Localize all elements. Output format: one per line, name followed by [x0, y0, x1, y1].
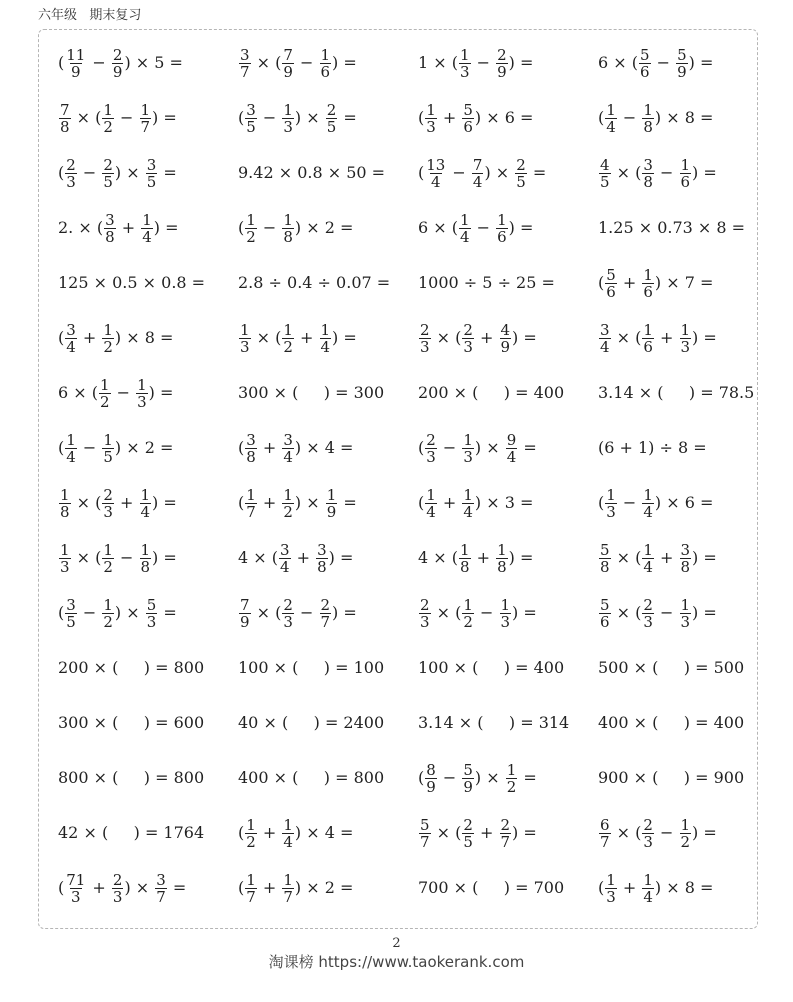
fraction: $\frac{2}{5}$	[463, 815, 473, 851]
fraction: $\frac{5}{7}$	[420, 815, 430, 851]
fraction: $\frac{3}{4}$	[66, 320, 76, 356]
exercise-item: ( $\frac{3}{4}$ + $\frac{1}{2}$ ) × 8 =	[58, 320, 174, 356]
fraction: $\frac{1}{2}$	[283, 320, 293, 356]
fraction: $\frac{1}{7}$	[283, 870, 293, 906]
fraction: $\frac{4}{5}$	[600, 155, 610, 191]
exercise-item: ( $\frac{13}{4}$ − $\frac{7}{4}$ ) × $\frac{2}{5}$ =	[418, 155, 547, 191]
fraction: $\frac{6}{7}$	[600, 815, 610, 851]
fraction: $\frac{1}{4}$	[643, 540, 653, 576]
fraction: $\frac{2}{3}$	[112, 870, 123, 906]
exercise-item: $\frac{5}{6}$ × ( $\frac{2}{3}$ − $\frac{1}{3}$ ) =	[600, 595, 717, 631]
exercise-item: $\frac{6}{7}$ × ( $\frac{2}{3}$ − $\frac{1}{2}$ ) =	[600, 815, 717, 851]
fraction: $\frac{1}{5}$	[103, 430, 113, 466]
exercise-item: ( $\frac{8}{9}$ − $\frac{5}{9}$ ) × $\frac{1}{2}$ =	[418, 760, 537, 796]
fraction: $\frac{1}{3}$	[460, 45, 470, 81]
fraction: $\frac{2}{3}$	[103, 485, 113, 521]
fraction: $\frac{5}{3}$	[146, 595, 157, 631]
fraction: $\frac{2}{5}$	[516, 155, 526, 191]
fraction: $\frac{3}{5}$	[146, 155, 157, 191]
fraction: $\frac{2}{3}$	[643, 595, 653, 631]
fraction: $\frac{1}{8}$	[283, 210, 293, 246]
fraction: $\frac{4}{9}$	[500, 320, 511, 356]
exercise-item: ( $\frac{1}{3}$ + $\frac{5}{6}$ ) × 6 =	[418, 100, 534, 136]
exercise-item: 42 × ( ) = 1764	[58, 823, 205, 842]
exercise-item: 1.25 × 0.73 × 8 =	[598, 218, 746, 237]
exercise-item: 2. × ( $\frac{3}{8}$ + $\frac{1}{4}$ ) =	[58, 210, 179, 246]
exercise-item: ( $\frac{71}{3}$ + $\frac{2}{3}$ ) × $\frac{3}{7}$ =	[58, 870, 187, 906]
exercise-item: 300 × ( ) = 300	[238, 383, 385, 402]
exercise-item: $\frac{7}{8}$ × ( $\frac{1}{2}$ − $\frac{1}{7}$ ) =	[60, 100, 177, 136]
exercise-item: $\frac{2}{3}$ × ( $\frac{2}{3}$ + $\frac{4}{9}$ ) =	[420, 320, 537, 356]
fraction: $\frac{5}{8}$	[600, 540, 610, 576]
fraction: $\frac{2}{7}$	[500, 815, 511, 851]
fraction: $\frac{1}{2}$	[246, 210, 256, 246]
fraction: $\frac{3}{8}$	[643, 155, 653, 191]
fraction: $\frac{2}{9}$	[112, 45, 123, 81]
exercise-item: $\frac{2}{3}$ × ( $\frac{1}{2}$ − $\frac{1}{3}$ ) =	[420, 595, 537, 631]
exercise-item: $\frac{7}{9}$ × ( $\frac{2}{3}$ − $\frac{2}{7}$ ) =	[240, 595, 357, 631]
fraction: $\frac{3}{8}$	[246, 430, 256, 466]
fraction: $\frac{1}{3}$	[500, 595, 511, 631]
fraction: $\frac{5}{6}$	[606, 265, 616, 301]
fraction: $\frac{2}{3}$	[283, 595, 293, 631]
exercise-item: ( $\frac{1}{4}$ − $\frac{1}{5}$ ) × 2 =	[58, 430, 174, 466]
fraction: $\frac{1}{2}$	[680, 815, 691, 851]
exercise-item: $\frac{3}{4}$ × ( $\frac{1}{6}$ + $\frac{1}{3}$ ) =	[600, 320, 717, 356]
exercise-item: 1000 ÷ 5 ÷ 25 =	[418, 273, 555, 292]
fraction: $\frac{1}{6}$	[643, 320, 653, 356]
exercise-item: 100 × ( ) = 100	[238, 658, 385, 677]
exercise-item: ( $\frac{1}{7}$ + $\frac{1}{7}$ ) × 2 =	[238, 870, 354, 906]
fraction: $\frac{1}{3}$	[606, 485, 616, 521]
exercise-item: ( $\frac{1}{3}$ − $\frac{1}{4}$ ) × 6 =	[598, 485, 714, 521]
fraction: $\frac{7}{9}$	[283, 45, 293, 81]
fraction: $\frac{1}{6}$	[320, 45, 331, 81]
exercise-item: ( $\frac{1}{2}$ + $\frac{1}{4}$ ) × 4 =	[238, 815, 354, 851]
fraction: $\frac{2}{3}$	[420, 320, 430, 356]
exercise-item: ( $\frac{3}{8}$ + $\frac{3}{4}$ ) × 4 =	[238, 430, 354, 466]
exercise-item: (6 + 1) ÷ 8 =	[598, 438, 707, 457]
fraction: $\frac{3}{4}$	[283, 430, 293, 466]
exercise-item: $\frac{5}{8}$ × ( $\frac{1}{4}$ + $\frac{3}{8}$ ) =	[600, 540, 717, 576]
fraction: $\frac{1}{3}$	[137, 375, 147, 411]
fraction: $\frac{1}{3}$	[680, 595, 691, 631]
fraction: $\frac{1}{6}$	[497, 210, 507, 246]
fraction: $\frac{1}{9}$	[326, 485, 337, 521]
grade-label: 六年级	[38, 8, 78, 23]
fraction: $\frac{1}{4}$	[643, 485, 653, 521]
exercise-item: 300 × ( ) = 600	[58, 713, 205, 732]
fraction: $\frac{9}{4}$	[506, 430, 517, 466]
fraction: $\frac{1}{4}$	[426, 485, 436, 521]
fraction: $\frac{1}{2}$	[506, 760, 517, 796]
fraction: $\frac{2}{3}$	[643, 815, 653, 851]
fraction: $\frac{7}{4}$	[472, 155, 483, 191]
fraction: $\frac{3}{7}$	[156, 870, 166, 906]
fraction: $\frac{2}{3}$	[420, 595, 430, 631]
exercise-item: 400 × ( ) = 400	[598, 713, 745, 732]
exercise-item: ( $\frac{1}{4}$ + $\frac{1}{4}$ ) × 3 =	[418, 485, 534, 521]
exercise-item: 500 × ( ) = 500	[598, 658, 745, 677]
fraction: $\frac{3}{5}$	[246, 100, 256, 136]
fraction: $\frac{2}{5}$	[326, 100, 337, 136]
exercise-item: 700 × ( ) = 700	[418, 878, 565, 897]
exercise-item: 3.14 × ( ) = 78.5	[598, 383, 755, 402]
fraction: $\frac{13}{4}$	[426, 155, 446, 191]
exercise-item: 40 × ( ) = 2400	[238, 713, 385, 732]
fraction: $\frac{1}{3}$	[240, 320, 250, 356]
fraction: $\frac{1}{2}$	[103, 540, 113, 576]
fraction: $\frac{1}{6}$	[680, 155, 691, 191]
fraction: $\frac{1}{4}$	[643, 870, 653, 906]
fraction: $\frac{5}{9}$	[677, 45, 687, 81]
fraction: $\frac{7}{9}$	[240, 595, 250, 631]
fraction: $\frac{3}{4}$	[600, 320, 610, 356]
fraction: $\frac{1}{2}$	[246, 815, 256, 851]
fraction: $\frac{1}{4}$	[66, 430, 76, 466]
exercise-item: $\frac{5}{7}$ × ( $\frac{2}{5}$ + $\frac{2}{7}$ ) =	[420, 815, 537, 851]
fraction: $\frac{1}{4}$	[142, 210, 152, 246]
fraction: $\frac{8}{9}$	[426, 760, 436, 796]
fraction: $\frac{1}{8}$	[643, 100, 653, 136]
fraction: $\frac{1}{7}$	[246, 870, 256, 906]
fraction: $\frac{1}{4}$	[283, 815, 293, 851]
exercise-item: ( $\frac{1}{3}$ + $\frac{1}{4}$ ) × 8 =	[598, 870, 714, 906]
fraction: $\frac{71}{3}$	[66, 870, 86, 906]
exercise-item: 6 × ( $\frac{1}{2}$ − $\frac{1}{3}$ ) =	[58, 375, 174, 411]
fraction: $\frac{1}{3}$	[426, 100, 436, 136]
exercise-item: 125 × 0.5 × 0.8 =	[58, 273, 206, 292]
fraction: $\frac{2}{3}$	[426, 430, 436, 466]
exercise-item: ( $\frac{1}{4}$ − $\frac{1}{8}$ ) × 8 =	[598, 100, 714, 136]
exercise-item: ( $\frac{1}{7}$ + $\frac{1}{2}$ ) × $\frac{1}{9}$ =	[238, 485, 357, 521]
exercise-item: 1 × ( $\frac{1}{3}$ − $\frac{2}{9}$ ) =	[418, 45, 534, 81]
exercise-item: $\frac{3}{7}$ × ( $\frac{7}{9}$ − $\frac{1}{6}$ ) =	[240, 45, 357, 81]
exercise-item: ( $\frac{3}{5}$ − $\frac{1}{3}$ ) × $\frac{2}{5}$ =	[238, 100, 357, 136]
fraction: $\frac{1}{3}$	[283, 100, 293, 136]
exercise-item: ( $\frac{5}{6}$ + $\frac{1}{6}$ ) × 7 =	[598, 265, 714, 301]
fraction: $\frac{1}{2}$	[103, 320, 113, 356]
fraction: $\frac{1}{8}$	[497, 540, 507, 576]
exercise-item: $\frac{1}{8}$ × ( $\frac{2}{3}$ + $\frac{1}{4}$ ) =	[60, 485, 177, 521]
fraction: $\frac{2}{5}$	[103, 155, 113, 191]
exercise-item: $\frac{1}{3}$ × ( $\frac{1}{2}$ − $\frac{1}{8}$ ) =	[60, 540, 177, 576]
fraction: $\frac{2}{3}$	[463, 320, 473, 356]
exercise-item: 800 × ( ) = 800	[58, 768, 205, 787]
exercise-item: 6 × ( $\frac{5}{6}$ − $\frac{5}{9}$ ) =	[598, 45, 714, 81]
fraction: $\frac{1}{2}$	[103, 100, 113, 136]
fraction: $\frac{1}{2}$	[103, 595, 113, 631]
fraction: $\frac{3}{4}$	[280, 540, 290, 576]
fraction: $\frac{1}{4}$	[140, 485, 151, 521]
fraction: $\frac{1}{4}$	[463, 485, 473, 521]
fraction: $\frac{3}{8}$	[317, 540, 327, 576]
fraction: $\frac{7}{8}$	[60, 100, 70, 136]
exercise-item: 9.42 × 0.8 × 50 =	[238, 163, 386, 182]
fraction: $\frac{2}{9}$	[497, 45, 507, 81]
fraction: $\frac{1}{3}$	[606, 870, 616, 906]
exercise-item: 200 × ( ) = 800	[58, 658, 205, 677]
page-number: 2	[392, 936, 401, 951]
fraction: $\frac{3}{8}$	[105, 210, 115, 246]
fraction: $\frac{1}{7}$	[140, 100, 151, 136]
fraction: $\frac{1}{2}$	[100, 375, 110, 411]
fraction: $\frac{1}{8}$	[60, 485, 70, 521]
exercise-item: 4 × ( $\frac{1}{8}$ + $\frac{1}{8}$ ) =	[418, 540, 534, 576]
fraction: $\frac{1}{6}$	[643, 265, 653, 301]
fraction: $\frac{5}{9}$	[463, 760, 473, 796]
exercise-item: $\frac{1}{3}$ × ( $\frac{1}{2}$ + $\frac{1}{4}$ ) =	[240, 320, 357, 356]
fraction: $\frac{11}{9}$	[66, 45, 86, 81]
fraction: $\frac{5}{6}$	[640, 45, 650, 81]
fraction: $\frac{1}{2}$	[463, 595, 473, 631]
fraction: $\frac{2}{7}$	[320, 595, 331, 631]
exercise-item: 400 × ( ) = 800	[238, 768, 385, 787]
exercise-item: ( $\frac{3}{5}$ − $\frac{1}{2}$ ) × $\frac{5}{3}$ =	[58, 595, 177, 631]
fraction: $\frac{5}{6}$	[600, 595, 610, 631]
exercise-item: 100 × ( ) = 400	[418, 658, 565, 677]
exercise-item: 900 × ( ) = 900	[598, 768, 745, 787]
exercise-item: $\frac{4}{5}$ × ( $\frac{3}{8}$ − $\frac{1}{6}$ ) =	[600, 155, 717, 191]
footer-watermark: 淘课榜 https://www.taokerank.com	[268, 953, 525, 971]
fraction: $\frac{1}{3}$	[463, 430, 473, 466]
fraction: $\frac{1}{8}$	[460, 540, 470, 576]
exercise-item: ( $\frac{1}{2}$ − $\frac{1}{8}$ ) × 2 =	[238, 210, 354, 246]
exercise-item: ( $\frac{11}{9}$ − $\frac{2}{9}$ ) × 5 =	[58, 45, 183, 81]
fraction: $\frac{1}{4}$	[320, 320, 331, 356]
exercise-item: ( $\frac{2}{3}$ − $\frac{1}{3}$ ) × $\frac{9}{4}$ =	[418, 430, 537, 466]
header-title: 期末复习	[89, 8, 142, 23]
fraction: $\frac{1}{3}$	[680, 320, 691, 356]
fraction: $\frac{1}{4}$	[606, 100, 616, 136]
exercise-item: 3.14 × ( ) = 314	[418, 713, 570, 732]
exercise-item: 4 × ( $\frac{3}{4}$ + $\frac{3}{8}$ ) =	[238, 540, 354, 576]
fraction: $\frac{3}{8}$	[680, 540, 691, 576]
exercise-item: 2.8 ÷ 0.4 ÷ 0.07 =	[238, 273, 391, 292]
exercise-item: 6 × ( $\frac{1}{4}$ − $\frac{1}{6}$ ) =	[418, 210, 534, 246]
fraction: $\frac{3}{5}$	[66, 595, 76, 631]
exercise-item: ( $\frac{2}{3}$ − $\frac{2}{5}$ ) × $\frac{3}{5}$ =	[58, 155, 177, 191]
fraction: $\frac{5}{6}$	[463, 100, 473, 136]
fraction: $\frac{1}{8}$	[140, 540, 151, 576]
fraction: $\frac{1}{4}$	[460, 210, 470, 246]
fraction: $\frac{2}{3}$	[66, 155, 76, 191]
fraction: $\frac{3}{7}$	[240, 45, 250, 81]
fraction: $\frac{1}{3}$	[60, 540, 70, 576]
exercise-item: 200 × ( ) = 400	[418, 383, 565, 402]
fraction: $\frac{1}{7}$	[246, 485, 256, 521]
fraction: $\frac{1}{2}$	[283, 485, 293, 521]
